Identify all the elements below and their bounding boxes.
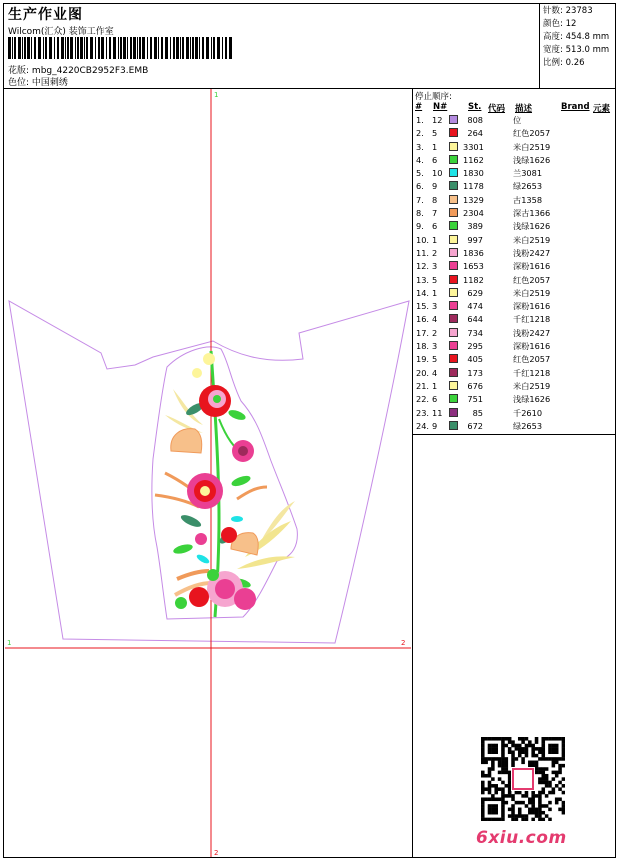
row-stitches: 644: [467, 314, 483, 325]
row-stitches: 997: [467, 234, 483, 245]
row-needle: 10: [432, 168, 443, 179]
row-stitches: 85: [472, 407, 483, 418]
stat-row: 比例: 0.26: [543, 58, 585, 68]
pattern-label: 花版:: [8, 66, 30, 76]
row-description: 浅绿1626: [513, 221, 551, 232]
sequence-row: [414, 353, 614, 366]
sequence-row: [414, 141, 614, 154]
row-number: 19.: [416, 354, 430, 365]
row-needle: 4: [432, 367, 438, 378]
colorway-value: 中国刺绣: [31, 78, 68, 88]
row-needle: 5: [432, 128, 438, 139]
axis-mark-right: 2: [401, 639, 406, 647]
row-number: 6.: [416, 181, 424, 192]
color-swatch: [449, 128, 458, 137]
color-swatch: [449, 208, 458, 217]
row-description: 千红1218: [513, 367, 551, 378]
row-needle: 1: [432, 287, 438, 298]
sequence-row: [414, 114, 614, 127]
row-description: 千2610: [513, 407, 543, 418]
color-swatch: [449, 195, 458, 204]
row-description: 深粉1616: [513, 261, 551, 272]
row-needle: 1: [432, 234, 438, 245]
row-needle: 6: [432, 394, 438, 405]
col-header-needle: N#: [433, 102, 448, 112]
row-description: 浅绿1626: [513, 154, 551, 165]
pattern-value: mbg_4220CB2952F3.EMB: [31, 66, 149, 76]
row-description: 红色2057: [513, 274, 551, 285]
row-stitches: 1182: [463, 274, 484, 285]
row-number: 11.: [416, 247, 430, 258]
row-description: 红色2057: [513, 128, 551, 139]
row-number: 15.: [416, 301, 430, 312]
row-stitches: 751: [467, 394, 483, 405]
page-title: 生产作业图: [8, 7, 83, 23]
row-number: 21.: [416, 380, 430, 391]
row-stitches: 405: [467, 354, 483, 365]
row-description: 浅粉2427: [513, 247, 551, 258]
row-needle: 1: [432, 380, 438, 391]
sequence-row: [414, 180, 614, 193]
color-swatch: [449, 261, 458, 270]
row-stitches: 264: [467, 128, 483, 139]
col-header-desc: 描述: [515, 104, 533, 114]
sequence-row: [414, 300, 614, 313]
row-description: 深粉1616: [513, 301, 551, 312]
panel-divider: [412, 88, 413, 858]
sequence-title: 停止顺序:: [415, 92, 452, 102]
row-description: 浅粉2427: [513, 327, 551, 338]
row-needle: 7: [432, 208, 438, 219]
col-header-num: #: [415, 102, 423, 112]
color-swatch: [449, 328, 458, 337]
col-header-element: 元素: [593, 104, 611, 114]
sequence-divider: [412, 434, 616, 435]
row-description: 古1358: [513, 194, 543, 205]
row-stitches: 1836: [463, 247, 484, 258]
sequence-row: [414, 313, 614, 326]
row-number: 4.: [416, 154, 424, 165]
stat-row: 针数: 23783: [543, 6, 593, 16]
embroidery-artwork: [155, 351, 295, 617]
row-needle: 3: [432, 301, 438, 312]
row-stitches: 734: [467, 327, 483, 338]
color-swatch: [449, 421, 458, 430]
sequence-row: [414, 127, 614, 140]
row-description: 兰3081: [513, 168, 543, 179]
sequence-row: [414, 393, 614, 406]
stat-row: 颜色: 12: [543, 19, 577, 29]
row-stitches: 2304: [463, 208, 484, 219]
sequence-row: [414, 380, 614, 393]
row-number: 17.: [416, 327, 430, 338]
row-needle: 1: [432, 141, 438, 152]
sequence-row: [414, 260, 614, 273]
watermark-logo: 6xiu.com: [476, 828, 567, 848]
color-swatch: [449, 248, 458, 257]
row-number: 9.: [416, 221, 424, 232]
row-stitches: 1653: [463, 261, 484, 272]
color-swatch: [449, 408, 458, 417]
row-number: 22.: [416, 394, 430, 405]
stat-row: 宽度: 513.0 mm: [543, 45, 610, 55]
sequence-row: [414, 340, 614, 353]
sequence-row: [414, 154, 614, 167]
qr-code: [481, 737, 565, 821]
color-swatch: [449, 341, 458, 350]
colorway-label: 色位:: [8, 78, 30, 88]
sequence-row: [414, 207, 614, 220]
row-number: 8.: [416, 208, 424, 219]
row-number: 20.: [416, 367, 430, 378]
color-swatch: [449, 288, 458, 297]
row-description: 米白2519: [513, 287, 551, 298]
row-needle: 2: [432, 247, 438, 258]
stats-panel: [543, 5, 609, 70]
row-number: 7.: [416, 194, 424, 205]
color-swatch: [449, 155, 458, 164]
row-needle: 2: [432, 327, 438, 338]
sequence-row: [414, 274, 614, 287]
axis-mark-bottom: 2: [214, 849, 219, 857]
row-description: 米白2519: [513, 234, 551, 245]
row-number: 10.: [416, 234, 430, 245]
sequence-row: [414, 194, 614, 207]
sequence-row: [414, 220, 614, 233]
color-swatch: [449, 354, 458, 363]
row-stitches: 295: [467, 341, 483, 352]
row-needle: 11: [432, 407, 443, 418]
row-stitches: 629: [467, 287, 483, 298]
row-number: 14.: [416, 287, 430, 298]
color-swatch: [449, 221, 458, 230]
header-stats-divider: [539, 3, 540, 88]
sequence-row: [414, 167, 614, 180]
row-needle: 9: [432, 420, 438, 431]
row-number: 12.: [416, 261, 430, 272]
stat-row: 高度: 454.8 mm: [543, 32, 610, 42]
axis-mark-left: 1: [7, 639, 12, 647]
row-description: 深粉1616: [513, 341, 551, 352]
sequence-row: [414, 327, 614, 340]
color-swatch: [449, 394, 458, 403]
row-needle: 5: [432, 354, 438, 365]
color-swatch: [449, 381, 458, 390]
row-number: 2.: [416, 128, 424, 139]
color-swatch: [449, 115, 458, 124]
row-number: 18.: [416, 341, 430, 352]
color-swatch: [449, 301, 458, 310]
row-description: 深古1366: [513, 208, 551, 219]
row-number: 3.: [416, 141, 424, 152]
col-header-st: St.: [468, 102, 482, 112]
row-stitches: 1162: [463, 154, 484, 165]
row-stitches: 474: [467, 301, 483, 312]
row-stitches: 676: [467, 380, 483, 391]
row-number: 1.: [416, 115, 424, 125]
sequence-list: [414, 114, 614, 433]
row-description: 米白2519: [513, 141, 551, 152]
row-number: 5.: [416, 168, 424, 179]
row-description: 米白2519: [513, 380, 551, 391]
sequence-row: [414, 407, 614, 420]
row-stitches: 1178: [463, 181, 484, 192]
color-swatch: [449, 168, 458, 177]
sequence-row: [414, 247, 614, 260]
row-description: 绿2653: [513, 420, 543, 431]
row-stitches: 3301: [463, 141, 484, 152]
page-subtitle: Wilcom(汇众) 装饰工作室: [8, 27, 114, 37]
sequence-row: [414, 420, 614, 433]
colorway-line: [8, 75, 68, 88]
sequence-row: [414, 287, 614, 300]
row-stitches: 1830: [463, 168, 484, 179]
row-needle: 5: [432, 274, 438, 285]
row-stitches: 672: [467, 420, 483, 431]
row-needle: 12: [432, 115, 443, 125]
design-preview: [5, 89, 411, 857]
row-needle: 4: [432, 314, 438, 325]
color-swatch: [449, 368, 458, 377]
row-stitches: 173: [467, 367, 483, 378]
row-stitches: 808: [467, 115, 483, 125]
row-needle: 8: [432, 194, 438, 205]
color-swatch: [449, 314, 458, 323]
row-description: 浅绿1626: [513, 394, 551, 405]
row-needle: 3: [432, 341, 438, 352]
color-swatch: [449, 235, 458, 244]
row-number: 13.: [416, 274, 430, 285]
barcode: [8, 37, 234, 59]
row-description: 绿2653: [513, 181, 543, 192]
color-swatch: [449, 142, 458, 151]
row-description: 位: [513, 115, 522, 125]
sequence-row: [414, 234, 614, 247]
row-needle: 6: [432, 221, 438, 232]
row-stitches: 389: [467, 221, 483, 232]
row-number: 23.: [416, 407, 430, 418]
row-needle: 6: [432, 154, 438, 165]
col-header-brand: Brand: [561, 102, 590, 112]
color-swatch: [449, 181, 458, 190]
row-needle: 3: [432, 261, 438, 272]
row-number: 24.: [416, 420, 430, 431]
sequence-row: [414, 367, 614, 380]
row-number: 16.: [416, 314, 430, 325]
color-swatch: [449, 275, 458, 284]
axis-mark-top: 1: [214, 91, 219, 99]
row-needle: 9: [432, 181, 438, 192]
col-header-code: 代码: [488, 104, 506, 114]
row-stitches: 1329: [463, 194, 484, 205]
row-description: 千红1218: [513, 314, 551, 325]
row-description: 红色2057: [513, 354, 551, 365]
